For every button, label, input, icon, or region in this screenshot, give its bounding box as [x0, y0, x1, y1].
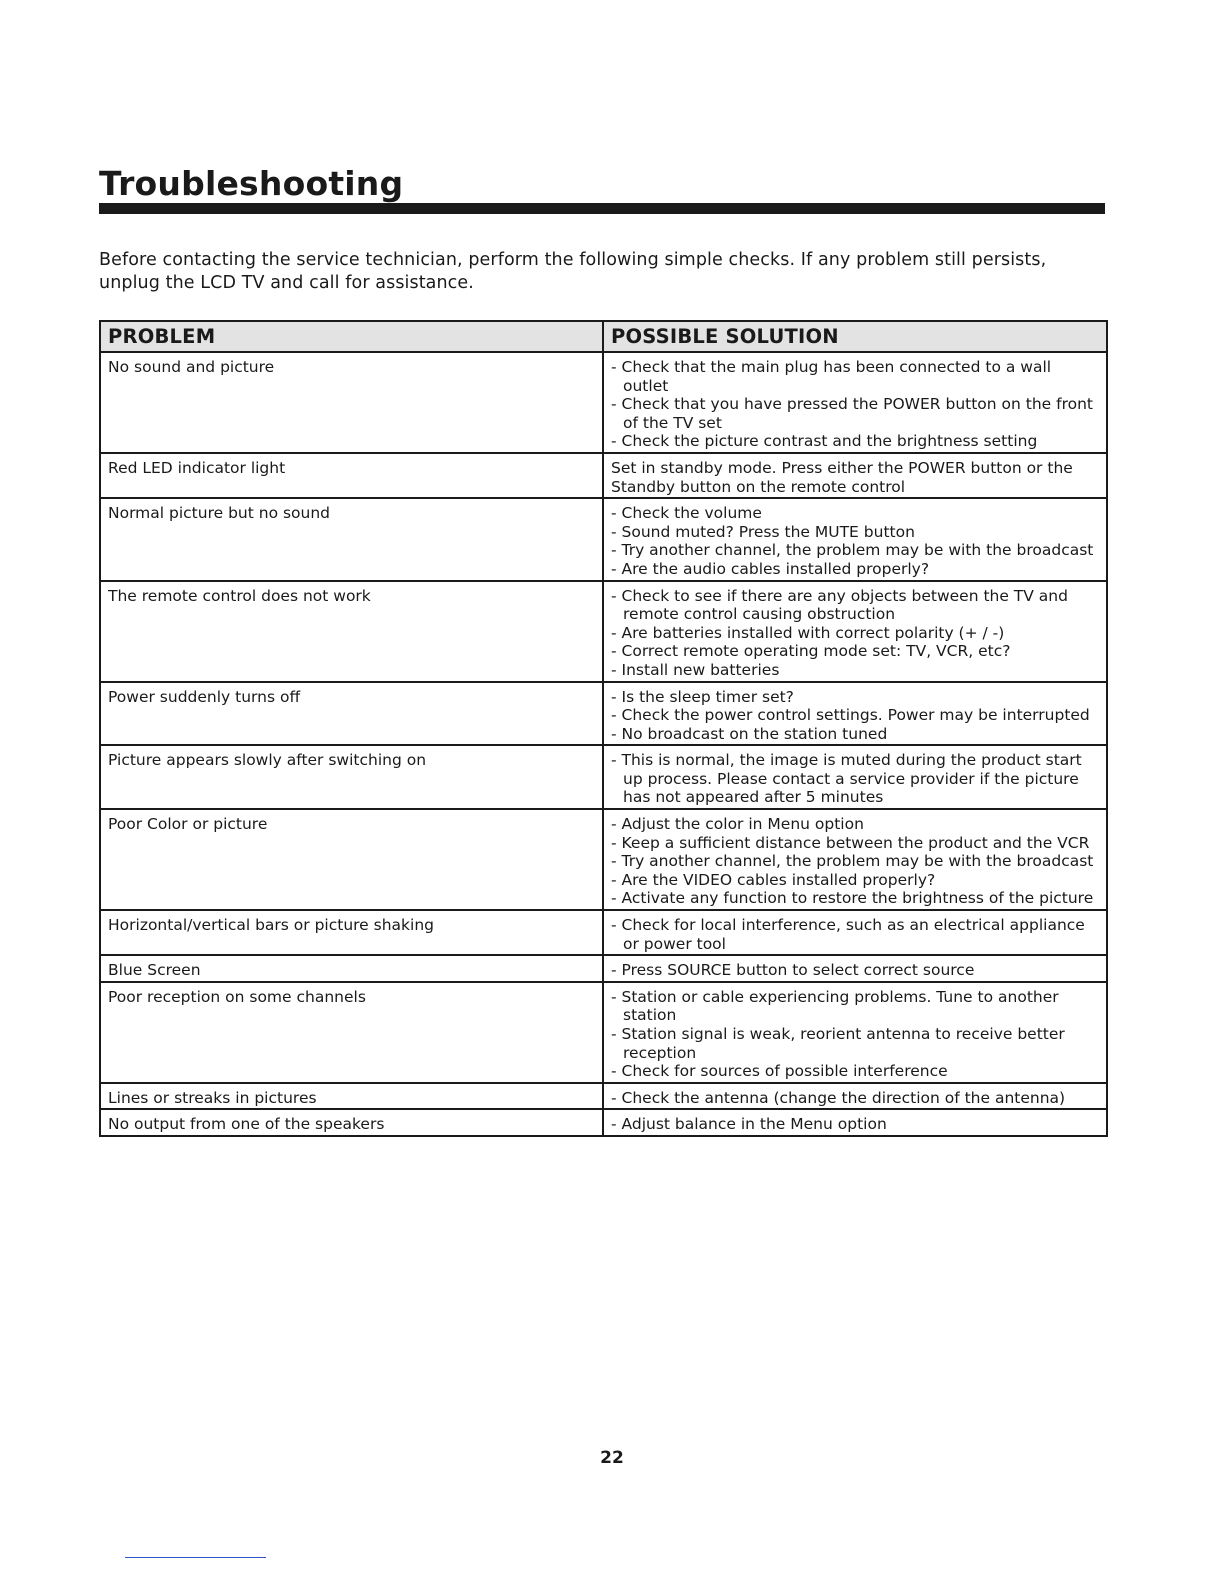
solution-cell: [603, 745, 1107, 809]
solution-list: [611, 916, 1099, 953]
solution-cell: [603, 581, 1107, 682]
solution-item: Set in standby mode. Press either the POWER button or the Standby button on the remote control: [611, 458, 1073, 496]
problem-cell: Horizontal/vertical bars or picture shaking: [100, 910, 603, 955]
solution-item: - Try another channel, the problem may be with the broadcast: [611, 852, 1094, 871]
problem-cell: Lines or streaks in pictures: [100, 1083, 603, 1110]
solution-item: - Check for local interference, such as an electrical appliance or power tool: [611, 916, 1085, 953]
table-row: [100, 955, 1107, 982]
table-row: [100, 498, 1107, 580]
solution-item: - No broadcast on the station tuned: [611, 724, 888, 743]
problem-cell: Power suddenly turns off: [100, 682, 603, 746]
problem-cell: No output from one of the speakers: [100, 1109, 603, 1136]
solution-cell: [603, 498, 1107, 580]
problem-cell: The remote control does not work: [100, 581, 603, 682]
problem-cell: No sound and picture: [100, 352, 603, 453]
solution-item: - Install new batteries: [611, 660, 780, 679]
solution-item: - Correct remote operating mode set: TV, VCR, etc?: [611, 642, 1011, 661]
solution-cell: [603, 1083, 1107, 1110]
table-row: [100, 910, 1107, 955]
solution-list: [611, 1115, 1099, 1134]
solution-item: - Check the power control settings. Power may be interrupted: [611, 706, 1090, 725]
title-divider: [99, 203, 1105, 214]
solution-item: - Are the audio cables installed properly?: [611, 559, 930, 578]
solution-cell: [603, 352, 1107, 453]
problem-cell: Blue Screen: [100, 955, 603, 982]
problem-cell: Picture appears slowly after switching on: [100, 745, 603, 809]
solution-item: - Station signal is weak, reorient antenna to receive better reception: [611, 1025, 1065, 1062]
table-row: [100, 1109, 1107, 1136]
problem-column-header: PROBLEM: [100, 321, 603, 352]
page-number: 22: [600, 1448, 624, 1468]
solution-list: [611, 504, 1099, 578]
table-row: [100, 1083, 1107, 1110]
solution-item: - Is the sleep timer set?: [611, 687, 794, 706]
problem-cell: Red LED indicator light: [100, 453, 603, 498]
table-row: [100, 581, 1107, 682]
solution-list: [611, 751, 1099, 807]
solution-item: - Check that you have pressed the POWER button on the front of the TV set: [611, 395, 1094, 432]
solution-item: - Are the VIDEO cables installed properly?: [611, 870, 936, 889]
table-row: [100, 453, 1107, 498]
table-row: [100, 809, 1107, 910]
solution-list: [611, 815, 1099, 908]
solution-item: - Check to see if there are any objects between the TV and remote control causing obstruction: [611, 586, 1068, 624]
solution-item: - Check that the main plug has been connected to a wall outlet: [611, 358, 1052, 395]
problem-cell: Normal picture but no sound: [100, 498, 603, 580]
solution-item: - Activate any function to restore the brightness of the picture: [611, 889, 1094, 908]
solution-list: [611, 459, 1099, 496]
intro-paragraph: Before contacting the service technician, perform the following simple checks. If any problem still persists, unplug the LCD TV and call for assistance.: [99, 250, 1047, 293]
page-title: Troubleshooting: [99, 164, 404, 203]
solution-list: [611, 961, 1099, 980]
solution-cell: [603, 453, 1107, 498]
solution-item: - Sound muted? Press the MUTE button: [611, 522, 915, 541]
solution-item: - Adjust balance in the Menu option: [611, 1115, 887, 1134]
solution-item: - Check the antenna (change the direction of the antenna): [611, 1088, 1066, 1107]
solution-list: [611, 587, 1099, 680]
table-header-row: [100, 321, 1107, 352]
problem-cell: Poor reception on some channels: [100, 982, 603, 1083]
solution-item: - Check the picture contrast and the brightness setting: [611, 432, 1038, 451]
solution-list: [611, 688, 1099, 744]
solution-item: - Try another channel, the problem may be with the broadcast: [611, 541, 1094, 560]
problem-cell: Poor Color or picture: [100, 809, 603, 910]
solution-column-header: POSSIBLE SOLUTION: [603, 321, 1107, 352]
solution-item: - Check the volume: [611, 504, 762, 523]
solution-cell: [603, 682, 1107, 746]
troubleshooting-table: [99, 320, 1108, 1137]
table-row: [100, 682, 1107, 746]
table-row: [100, 352, 1107, 453]
solution-cell: [603, 955, 1107, 982]
table-row: [100, 745, 1107, 809]
table-row: [100, 982, 1107, 1083]
solution-item: - Keep a sufficient distance between the product and the VCR: [611, 833, 1090, 852]
solution-item: - Check for sources of possible interference: [611, 1062, 948, 1081]
solution-list: [611, 358, 1099, 451]
solution-list: [611, 988, 1099, 1081]
solution-item: - Press SOURCE button to select correct source: [611, 961, 975, 980]
solution-cell: [603, 910, 1107, 955]
solution-item: - Station or cable experiencing problems. Tune to another station: [611, 987, 1059, 1025]
solution-cell: [603, 1109, 1107, 1136]
solution-item: - Adjust the color in Menu option: [611, 815, 864, 834]
solution-list: [611, 1089, 1099, 1108]
solution-cell: [603, 982, 1107, 1083]
solution-item: - Are batteries installed with correct polarity (+ / -): [611, 623, 1005, 642]
solution-cell: [603, 809, 1107, 910]
footer-divider: [125, 1557, 266, 1558]
solution-item: - This is normal, the image is muted during the product start up process. Please contact a service provider if the picture has not appeared after 5 minutes: [611, 751, 1082, 807]
